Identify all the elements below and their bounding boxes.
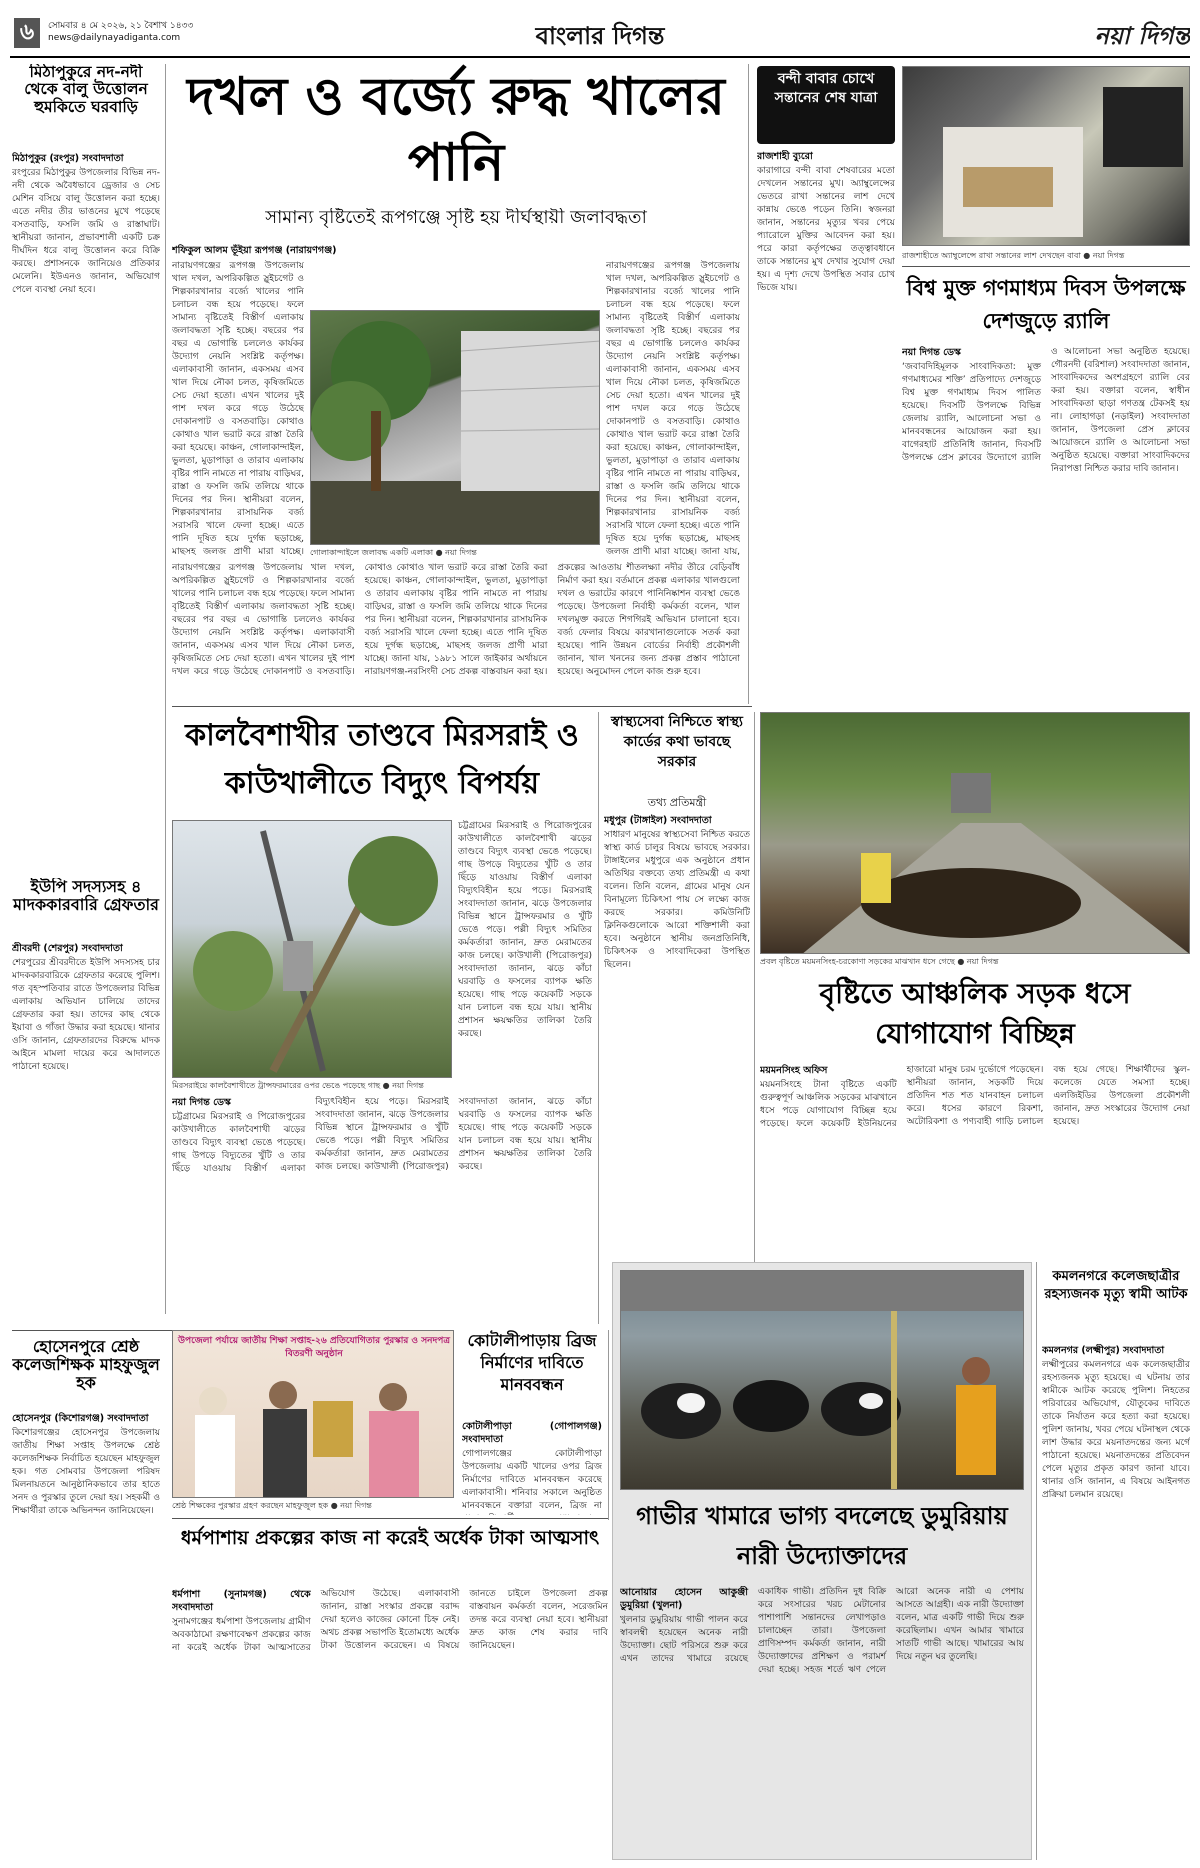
health-card-text: সাধারণ মানুষের স্বাস্থ্যসেবা নিশ্চিত করতে স্বাস্থ্য কার্ড চালুর বিষয়ে ভাবছে সরকার। টাঙ্গাইলের মধুপুরে এক অনুষ্ঠানে প্রধান অতিথির বক্তব্যে তথ্য প্রতিমন্ত্রী এ কথা বলেন। তিনি বলেন, গ্রামের মানুষ যেন বিনামূল্যে চিকিৎসা পায় সে লক্ষ্যে কাজ করছে সরকার। কমিউনিটি ক্লিনিকগুলোকে আরো শক্তিশালী করা হবে। অনুষ্ঠানে স্থানীয় জনপ্রতিনিধি, চিকিৎসক ও সাংবাদিকেরা উপস্থিত ছিলেন। bbox=[604, 830, 750, 970]
lead-text-cont: নারায়ণগঞ্জের রূপগঞ্জ উপজেলায় খাল দখল, অপরিকল্পিত স্লুইচগেট ও শিল্পকারখানার বর্জ্যে খালের পানি চলাচল বন্ধ হয়ে পড়েছে। ফলে সামান্য বৃষ্টিতেই বিস্তীর্ণ এলাকায় জলাবদ্ধতা সৃষ্টি হচ্ছে। বছরের পর বছর এ ভোগান্তি চললেও কার্যকর উদ্যোগ নেয়নি সংশ্লিষ্ট কর্তৃপক্ষ। এলাকাবাসী জানান, একসময় এসব খাল দিয়ে নৌকা চলত, কৃষিজমিতে সেচ দেয়া হতো। এখন খালের দুই পাশ দখল করে গড়ে উঠেছে দোকানপাট ও বসতবাড়ি। কোথাও কোথাও খাল ভরাট করে রাস্তা তৈরি করা হয়েছে। কাঞ্চন, গোলাকান্দাইল, ভুলতা, মুড়াপাড়া ও তারাব এলাকায় বৃষ্টির পানি নামতে না পারায় বাড়িঘর, রাস্তা ও ফসলি জমি তলিয়ে থাকে দিনের পর দিন। স্থানীয়রা বলেন, শিল্পকারখানার রাসায়নিক বর্জ্য সরাসরি খালে ফেলা হচ্ছে। এতে পানি দূষিত হয়ে দুর্গন্ধ ছড়াচ্ছে, মাছসহ জলজ প্রাণী মারা যাচ্ছে। জানা যায়, bbox=[606, 261, 740, 557]
project-byline: ধর্মপাশা (সুনামগঞ্জ) থেকে সংবাদদাতা bbox=[172, 1589, 311, 1613]
lead-photo-caption: গোলাকান্দাইলে জলাবদ্ধ একটি এলাকা ● নয়া দিগন্ত bbox=[310, 548, 477, 557]
road-byline: ময়মনসিংহ অফিস bbox=[760, 1065, 828, 1076]
story-teacher-text: কিশোরগঞ্জের হোসেনপুর উপজেলায় জাতীয় শিক্ষা সপ্তাহ উপলক্ষে শ্রেষ্ঠ কলেজশিক্ষক নির্বাচিত হয়েছেন মাহফুজুল হক। গত সোমবার উপজেলা পরিষদ মিলনায়তনে আনুষ্ঠানিকভাবে তার হাতে সনদ ও পুরস্কার তুলে দেয়া হয়। সহকর্মী ও শিক্ষার্থীরা তাকে অভিনন্দন জানিয়েছেন। bbox=[12, 1428, 160, 1516]
storm-headline: কালবৈশাখীর তাণ্ডবে মিরসরাই ও কাউখালীতে বিদ্যুৎ বিপর্যয় bbox=[185, 718, 579, 801]
storm-byline: নয়া দিগন্ত ডেস্ক bbox=[172, 1097, 231, 1108]
section-rule bbox=[172, 706, 752, 707]
prisoner-story-body bbox=[757, 150, 895, 568]
story-arrest-byline: শ্রীবরদী (শেরপুর) সংবাদদাতা bbox=[12, 943, 123, 954]
col-divider bbox=[754, 712, 755, 1324]
dairy-byline: আনোয়ার হোসেন আকুঞ্জী ডুমুরিয়া (খুলনা) bbox=[620, 1587, 748, 1611]
col-divider bbox=[748, 64, 749, 704]
storm-damage-illustration bbox=[173, 821, 452, 1078]
story-mithapukur-body bbox=[12, 152, 160, 872]
section-rule bbox=[902, 266, 1190, 267]
lead-body-left bbox=[172, 260, 304, 560]
story-teacher-byline: হোসেনপুর (কিশোরগঞ্জ) সংবাদদাতা bbox=[12, 1413, 149, 1424]
masthead-rule bbox=[10, 56, 1190, 58]
project-text: সুনামগঞ্জের ধর্মপাশা উপজেলায় গ্রামীণ অবকাঠামো রক্ষণাবেক্ষণ প্রকল্পের কাজ না করেই অর্ধেক টাকা আত্মসাতের অভিযোগ উঠেছে। এলাকাবাসী জানান, রাস্তা সংস্কার প্রকল্পে বরাদ্দ দেয়া হলেও কাজের কোনো চিহ্ন নেই। অথচ প্রকল্প সভাপতি ইতোমধ্যে অর্ধেক টাকা উত্তোলন করেছেন। এ বিষয়ে জানতে চাইলে উপজেলা প্রকল্প বাস্তবায়ন কর্মকর্তা বলেন, সরেজমিন তদন্ত করে ব্যবস্থা নেয়া হবে। স্থানীয়রা দ্রুত কাজ শেষ করার দাবি জানিয়েছেন। bbox=[172, 1589, 608, 1653]
death-text: লক্ষ্মীপুরের কমলনগরে এক কলেজছাত্রীর রহস্যজনক মৃত্যু হয়েছে। এ ঘটনায় তার স্বামীকে আটক করেছে পুলিশ। নিহতের পরিবারের অভিযোগ, যৌতুকের দাবিতে তাকে নির্যাতন করে হত্যা করা হয়েছে। পুলিশ জানায়, খবর পেয়ে ঘটনাস্থল থেকে লাশ উদ্ধার করে ময়নাতদন্তের জন্য মর্গে পাঠানো হয়েছে। ময়নাতদন্তের প্রতিবেদন পেলে মৃত্যুর প্রকৃত কারণ জানা যাবে। থানার ওসি জানান, এ বিষয়ে আইনগত প্রক্রিয়া চলমান রয়েছে। bbox=[1042, 1360, 1190, 1500]
story-mithapukur-text: রংপুরের মিঠাপুকুর উপজেলার বিভিন্ন নদ-নদী থেকে অবৈধভাবে ড্রেজার ও সেচ মেশিন বসিয়ে বালু উত্তোলন করা হচ্ছে। এতে নদীর তীর ভাঙনের মুখে পড়েছে বসতবাড়ি, ফসলি জমি ও রাস্তাঘাট। স্থানীয়রা জানান, প্রভাবশালী একটি চক্র দীর্ঘদিন ধরে বালু উত্তোলন করে বিক্রি করছে। প্রশাসনকে জানিয়েও প্রতিকার মেলেনি। ইউএনও জানান, অভিযোগ পেলে ব্যবস্থা নেয়া হবে। bbox=[12, 168, 160, 295]
dairy-headline: গাভীর খামারে ভাগ্য বদলেছে ডুমুরিয়ায় নারী উদ্যোক্তাদের bbox=[636, 1502, 1008, 1570]
story-mithapukur-headline: মিঠাপুকুরে নদ-নদী থেকে বালু উত্তোলন হুমকিতে ঘরবাড়ি bbox=[24, 64, 148, 116]
bridge-headline: কোটালীপাড়ায় ব্রিজ নির্মাণের দাবিতে মানববন্ধন bbox=[467, 1331, 597, 1394]
story-arrest-headline: ইউপি সদস্যসহ ৪ মাদককারবারি গ্রেফতার bbox=[13, 878, 159, 914]
lead-text: নারায়ণগঞ্জের রূপগঞ্জ উপজেলায় খাল দখল, অপরিকল্পিত স্লুইচগেট ও শিল্পকারখানার বর্জ্যে খালের পানি চলাচল বন্ধ হয়ে পড়েছে। ফলে সামান্য বৃষ্টিতেই বিস্তীর্ণ এলাকায় জলাবদ্ধতা সৃষ্টি হচ্ছে। বছরের পর বছর এ ভোগান্তি চললেও কার্যকর উদ্যোগ নেয়নি সংশ্লিষ্ট কর্তৃপক্ষ। এলাকাবাসী জানান, একসময় এসব খাল দিয়ে নৌকা চলত, কৃষিজমিতে সেচ দেয়া হতো। এখন খালের দুই পাশ দখল করে গড়ে উঠেছে দোকানপাট ও বসতবাড়ি। কোথাও কোথাও খাল ভরাট করে রাস্তা তৈরি করা হয়েছে। কাঞ্চন, গোলাকান্দাইল, ভুলতা, মুড়াপাড়া ও তারাব এলাকায় বৃষ্টির পানি নামতে না পারায় বাড়িঘর, রাস্তা ও ফসলি জমি তলিয়ে থাকে দিনের পর দিন। স্থানীয়রা বলেন, শিল্পকারখানার রাসায়নিক বর্জ্য সরাসরি খালে ফেলা হচ্ছে। এতে পানি দূষিত হয়ে দুর্গন্ধ ছড়াচ্ছে, মাছসহ জলজ প্রাণী মারা যাচ্ছে। bbox=[172, 261, 304, 557]
prisoner-byline: রাজশাহী ব্যুরো bbox=[757, 151, 813, 162]
bridge-text: গোপালগঞ্জের কোটালীপাড়া উপজেলায় একটি খালের ওপর ব্রিজ নির্মাণের দাবিতে মানববন্ধন করেছে এলাকাবাসী। শনিবার সকালে অনুষ্ঠিত মানববন্ধনে বক্তারা বলেন, ব্রিজ না bbox=[462, 1449, 602, 1511]
lead-body-bottom bbox=[172, 562, 740, 697]
bridge-body bbox=[462, 1420, 602, 1515]
ambulance-illustration bbox=[903, 67, 1190, 246]
road-damage-illustration bbox=[761, 713, 1190, 954]
press-freedom-body bbox=[902, 346, 1190, 701]
death-body bbox=[1042, 1344, 1190, 1858]
col-divider bbox=[1036, 1262, 1037, 1860]
press-freedom-byline: নয়া দিগন্ত ডেস্ক bbox=[902, 347, 961, 358]
lead-body-right bbox=[606, 260, 740, 560]
issue-date: সোমবার ৪ মে ২০২৬, ২১ বৈশাখ ১৪৩৩ bbox=[48, 21, 194, 31]
award-photo bbox=[172, 1330, 454, 1498]
lead-byline: শফিকুল আলম ভূঁইয়া রূপগঞ্জ (নারায়ণগঞ্জ) bbox=[172, 245, 337, 256]
road-collapse-photo bbox=[760, 712, 1190, 954]
lead-subhead: সামান্য বৃষ্টিতেই রূপগঞ্জে সৃষ্টি হয় দীর্ঘস্থায়ী জলাবদ্ধতা bbox=[265, 208, 647, 228]
award-banner-text: উপজেলা পর্যায়ে জাতীয় শিক্ষা সপ্তাহ-২৬ প্রতিযোগিতার পুরস্কার ও সনদপত্র বিতরণী অনুষ্ঠান bbox=[178, 1336, 450, 1359]
col-divider bbox=[598, 712, 599, 1324]
dairy-text: খুলনার ডুমুরিয়ায় গাভী পালন করে স্বাবলম্বী হয়েছেন অনেক নারী উদ্যোক্তা। ছোট পরিসরে শুরু করে এখন তাদের খামারে রয়েছে একাধিক গাভী। প্রতিদিন দুধ বিক্রি করে সংসারের খরচ মেটানোর পাশাপাশি সন্তানদের লেখাপড়াও চালাচ্ছেন তারা। উপজেলা প্রাণিসম্পদ কর্মকর্তা জানান, নারী উদ্যোক্তাদের প্রশিক্ষণ ও পরামর্শ দেয়া হচ্ছে। সহজ শর্তে ঋণ পেলে আরো অনেক নারী এ পেশায় আসতে আগ্রহী। এক নারী উদ্যোক্তা বলেন, মাত্র একটি গাভী দিয়ে শুরু করেছিলাম। এখন আমার খামারে সাতটি গাভী আছে। খামারের আয় দিয়ে নতুন ঘর তুলেছি। bbox=[620, 1587, 1024, 1675]
lead-text-bottom: নারায়ণগঞ্জের রূপগঞ্জ উপজেলায় খাল দখল, অপরিকল্পিত স্লুইচগেট ও শিল্পকারখানার বর্জ্যে খালের পানি চলাচল বন্ধ হয়ে পড়েছে। ফলে সামান্য বৃষ্টিতেই বিস্তীর্ণ এলাকায় জলাবদ্ধতা সৃষ্টি হচ্ছে। বছরের পর বছর এ ভোগান্তি চললেও কার্যকর উদ্যোগ নেয়নি সংশ্লিষ্ট কর্তৃপক্ষ। এলাকাবাসী জানান, একসময় এসব খাল দিয়ে নৌকা চলত, কৃষিজমিতে সেচ দেয়া হতো। এখন খালের দুই পাশ দখল করে গড়ে উঠেছে দোকানপাট ও বসতবাড়ি। কোথাও কোথাও খাল ভরাট করে রাস্তা তৈরি করা হয়েছে। কাঞ্চন, গোলাকান্দাইল, ভুলতা, মুড়াপাড়া ও তারাব এলাকায় বৃষ্টির পানি নামতে না পারায় বাড়িঘর, রাস্তা ও ফসলি জমি তলিয়ে থাকে দিনের পর দিন। স্থানীয়রা বলেন, শিল্পকারখানার রাসায়নিক বর্জ্য সরাসরি খালে ফেলা হচ্ছে। এতে পানি দূষিত হয়ে দুর্গন্ধ ছড়াচ্ছে, মাছসহ জলজ প্রাণী মারা যাচ্ছে। জানা যায়, ১৯৮১ সালে জাইকার অর্থায়নে নারায়ণগঞ্জ-নরসিংদী সেচ প্রকল্প বাস্তবায়ন করা হয়। প্রকল্পের আওতায় শীতলক্ষ্যা নদীর তীরে বেড়িবাঁধ নির্মাণ করা হয়। বর্তমানে প্রকল্প এলাকার খালগুলো দখল ও ভরাটের কারণে পানিনিষ্কাশন ব্যবস্থা ভেঙে পড়েছে। উপজেলা নির্বাহী কর্মকর্তা বলেন, খাল দখলমুক্ত করতে শিগগিরই অভিযান চালানো হবে। বর্জ্য ফেলার বিষয়ে কারখানাগুলোকে সতর্ক করা হয়েছে। পানি উন্নয়ন বোর্ডের নির্বাহী প্রকৌশলী জানান, খাল খননের জন্য প্রকল্প প্রস্তাব পাঠানো হয়েছে। অনুমোদন পেলে কাজ শুরু হবে। bbox=[172, 563, 740, 677]
story-mithapukur-byline: মিঠাপুকুর (রংপুর) সংবাদদাতা bbox=[12, 153, 124, 164]
press-freedom-headline: বিশ্ব মুক্ত গণমাধ্যম দিবস উপলক্ষে দেশজুড়ে র‍্যালি bbox=[906, 276, 1186, 333]
section-title: বাংলার দিগন্ত bbox=[535, 22, 665, 50]
story-arrest-text: শেরপুরের শ্রীবরদীতে ইউপি সদস্যসহ চার মাদককারবারিকে গ্রেফতার করেছে পুলিশ। গত বৃহস্পতিবার রাতে উপজেলার বিভিন্ন এলাকায় অভিযান চালিয়ে তাদের গ্রেফতার করা হয়। তাদের কাছ থেকে ইয়াবা ও গাঁজা উদ্ধার করা হয়েছে। থানার ওসি জানান, গ্রেফতারদের বিরুদ্ধে মাদক আইনে মামলা দায়ের করে আদালতে পাঠানো হয়েছে। bbox=[12, 958, 160, 1072]
lead-photo bbox=[310, 310, 600, 545]
health-card-headline: স্বাস্থ্যসেবা নিশ্চিতে স্বাস্থ্য কার্ডের কথা ভাবছে সরকার bbox=[611, 714, 743, 770]
storm-photo bbox=[172, 820, 452, 1078]
story-arrest-body bbox=[12, 942, 160, 1322]
box-headline: বন্দী বাবার চোখে সন্তানের শেষ যাত্রা bbox=[757, 66, 895, 144]
lead-headline: দখল ও বর্জ্যে রুদ্ধ খালের পানি bbox=[187, 67, 725, 193]
dairy-body bbox=[620, 1586, 1024, 1854]
project-body bbox=[172, 1588, 608, 1858]
project-headline: ধর্মপাশায় প্রকল্পের কাজ না করেই অর্ধেক টাকা আত্মসাৎ bbox=[180, 1527, 600, 1549]
bridge-byline: কোটালীপাড়া (গোপালগঞ্জ) সংবাদদাতা bbox=[462, 1421, 602, 1445]
storm-body-right bbox=[458, 820, 592, 1078]
story-teacher-body bbox=[12, 1412, 160, 1857]
road-body bbox=[760, 1064, 1190, 1256]
road-text: ময়মনসিংহে টানা বৃষ্টিতে একটি গুরুত্বপূর্ণ আঞ্চলিক সড়কের মাঝখানে ধসে পড়ে যোগাযোগ বিচ্ছিন্ন হয়ে পড়েছে। ফলে কয়েকটি ইউনিয়নের হাজারো মানুষ চরম দুর্ভোগে পড়েছেন। স্থানীয়রা জানান, সড়কটি দিয়ে প্রতিদিন শত শত যানবাহন চলাচল করে। ধসের কারণে রিকশা, অটোরিকশা ও পণ্যবাহী গাড়ি চলাচল বন্ধ হয়ে গেছে। শিক্ষার্থীদের স্কুল-কলেজে যেতে সমস্যা হচ্ছে। এলজিইডির উপজেলা প্রকৌশলী জানান, দ্রুত সংস্কারের উদ্যোগ নেয়া হয়েছে। bbox=[760, 1065, 1190, 1129]
storm-text: চট্টগ্রামের মিরসরাই ও পিরোজপুরের কাউখালীতে কালবৈশাখী ঝড়ের তাণ্ডবে বিদ্যুৎ ব্যবস্থা ভেঙে পড়েছে। গাছ উপড়ে বিদ্যুতের খুঁটি ও তার ছিঁড়ে যাওয়ায় বিস্তীর্ণ এলাকা বিদ্যুৎবিহীন হয়ে পড়ে। মিরসরাই সংবাদদাতা জানান, ঝড়ে উপজেলার বিভিন্ন স্থানে ট্রান্সফরমার ও খুঁটি ভেঙে পড়ে। পল্লী বিদ্যুৎ সমিতির কর্মকর্তারা জানান, দ্রুত মেরামতের কাজ চলছে। কাউখালী (পিরোজপুর) সংবাদদাতা জানান, ঝড়ে কাঁচা ঘরবাড়ি ও ফসলের ব্যাপক ক্ষতি হয়েছে। গাছ পড়ে কয়েকটি সড়কে যান চলাচল বন্ধ হয়ে যায়। স্থানীয় প্রশাসন ক্ষয়ক্ষতির তালিকা তৈরি করছে। bbox=[172, 1097, 592, 1174]
death-headline: কমলনগরে কলেজছাত্রীর রহস্যজনক মৃত্যু স্বামী আটক bbox=[1044, 1269, 1188, 1302]
email-address: news@dailynayadiganta.com bbox=[48, 33, 181, 43]
col-divider bbox=[608, 1330, 609, 1520]
ambulance-photo-caption: রাজশাহীতে অ্যাম্বুলেন্সে রাখা সন্তানের লাশ দেখছেন বাবা ● নয়া দিগন্ত bbox=[902, 251, 1125, 260]
ambulance-photo bbox=[902, 66, 1190, 246]
death-byline: কমলনগর (লক্ষ্মীপুর) সংবাদদাতা bbox=[1042, 1345, 1165, 1356]
road-headline: বৃষ্টিতে আঞ্চলিক সড়ক ধসে যোগাযোগ বিচ্ছিন্ন bbox=[819, 977, 1131, 1050]
health-card-byline: মধুপুর (টাঙ্গাইল) সংবাদদাতা bbox=[604, 815, 712, 826]
health-card-body bbox=[604, 814, 750, 1324]
storm-body-bottom bbox=[172, 1096, 592, 1324]
newspaper-logo: নয়া দিগন্ত bbox=[1094, 22, 1190, 50]
health-card-sub: তথ্য প্রতিমন্ত্রী bbox=[647, 796, 707, 809]
section-rule bbox=[172, 1518, 608, 1519]
award-photo-caption: শ্রেষ্ঠ শিক্ষকের পুরস্কার গ্রহণ করছেন মাহফুজুল হক ● নয়া দিগন্ত bbox=[172, 1501, 372, 1510]
dairy-farm-illustration bbox=[621, 1271, 1024, 1490]
prisoner-text: কারাগারে বন্দী বাবা শেষবারের মতো দেখলেন সন্তানের মুখ। অ্যাম্বুলেন্সের ভেতরে রাখা সন্তানের লাশ দেখে কান্নায় ভেঙে পড়েন তিনি। স্বজনরা জানান, সন্তানের মৃত্যুর খবর পেয়ে প্যারোলে মুক্তির আবেদন করা হয়। পরে কারা কর্তৃপক্ষের তত্ত্বাবধানে তাকে সন্তানের মুখ দেখার সুযোগ দেয়া হয়। এ দৃশ্য দেখে উপস্থিত সবার চোখ ভিজে যায়। bbox=[757, 166, 895, 293]
press-freedom-text: ‘জবাবদিহিমূলক সাংবাদিকতা: মুক্ত গণমাধ্যমের শক্তি’ প্রতিপাদ্যে দেশজুড়ে বিশ্ব মুক্ত গণমাধ্যম দিবস পালিত হয়েছে। দিবসটি উপলক্ষে বিভিন্ন জেলায় র‍্যালি, আলোচনা সভা ও মানববন্ধনের আয়োজন করা হয়। বাগেরহাট প্রতিনিধি জানান, দিবসটি উপলক্ষে প্রেস ক্লাবের উদ্যোগে র‍্যালি ও আলোচনা সভা অনুষ্ঠিত হয়েছে। গৌরনদী (বরিশাল) সংবাদদাতা জানান, সাংবাদিকদের অংশগ্রহণে র‍্যালি বের করা হয়। বক্তারা বলেন, স্বাধীন সাংবাদিকতা ছাড়া গণতন্ত্র টেকসই হয় না। লোহাগড়া (নড়াইল) সংবাদদাতা জানান, উপজেলা প্রেস ক্লাবের আয়োজনে র‍্যালি ও আলোচনা সভা অনুষ্ঠিত হয়েছে। বক্তারা সাংবাদিকদের নিরাপত্তা নিশ্চিত করার দাবি জানান। bbox=[902, 347, 1190, 474]
road-photo-caption: প্রবল বৃষ্টিতে ময়মনসিংহ-চরকোণা সড়কের মাঝখান ধসে গেছে ● নয়া দিগন্ত bbox=[760, 957, 999, 966]
dairy-photo bbox=[620, 1270, 1024, 1490]
storm-photo-caption: মিরসরাইয়ে কালবৈশাখীতে ট্রান্সফরমারের ওপর ভেঙে পড়েছে গাছ ● নয়া দিগন্ত bbox=[172, 1081, 424, 1090]
page-number: ৬ bbox=[14, 18, 40, 48]
col-divider bbox=[165, 64, 166, 1314]
canal-scene-illustration bbox=[311, 311, 600, 545]
story-teacher-headline: হোসেনপুরে শ্রেষ্ঠ কলেজশিক্ষক মাহফুজুল হক bbox=[12, 1338, 160, 1392]
storm-text-right: চট্টগ্রামের মিরসরাই ও পিরোজপুরের কাউখালীতে কালবৈশাখী ঝড়ের তাণ্ডবে বিদ্যুৎ ব্যবস্থা ভেঙে পড়েছে। গাছ উপড়ে বিদ্যুতের খুঁটি ও তার ছিঁড়ে যাওয়ায় বিস্তীর্ণ এলাকা বিদ্যুৎবিহীন হয়ে পড়ে। মিরসরাই সংবাদদাতা জানান, ঝড়ে উপজেলার বিভিন্ন স্থানে ট্রান্সফরমার ও খুঁটি ভেঙে পড়ে। পল্লী বিদ্যুৎ সমিতির কর্মকর্তারা জানান, দ্রুত মেরামতের কাজ চলছে। কাউখালী (পিরোজপুর) সংবাদদাতা জানান, ঝড়ে কাঁচা ঘরবাড়ি ও ফসলের ব্যাপক ক্ষতি হয়েছে। গাছ পড়ে কয়েকটি সড়কে যান চলাচল বন্ধ হয়ে যায়। স্থানীয় প্রশাসন ক্ষয়ক্ষতির তালিকা তৈরি করছে। bbox=[458, 821, 592, 1039]
